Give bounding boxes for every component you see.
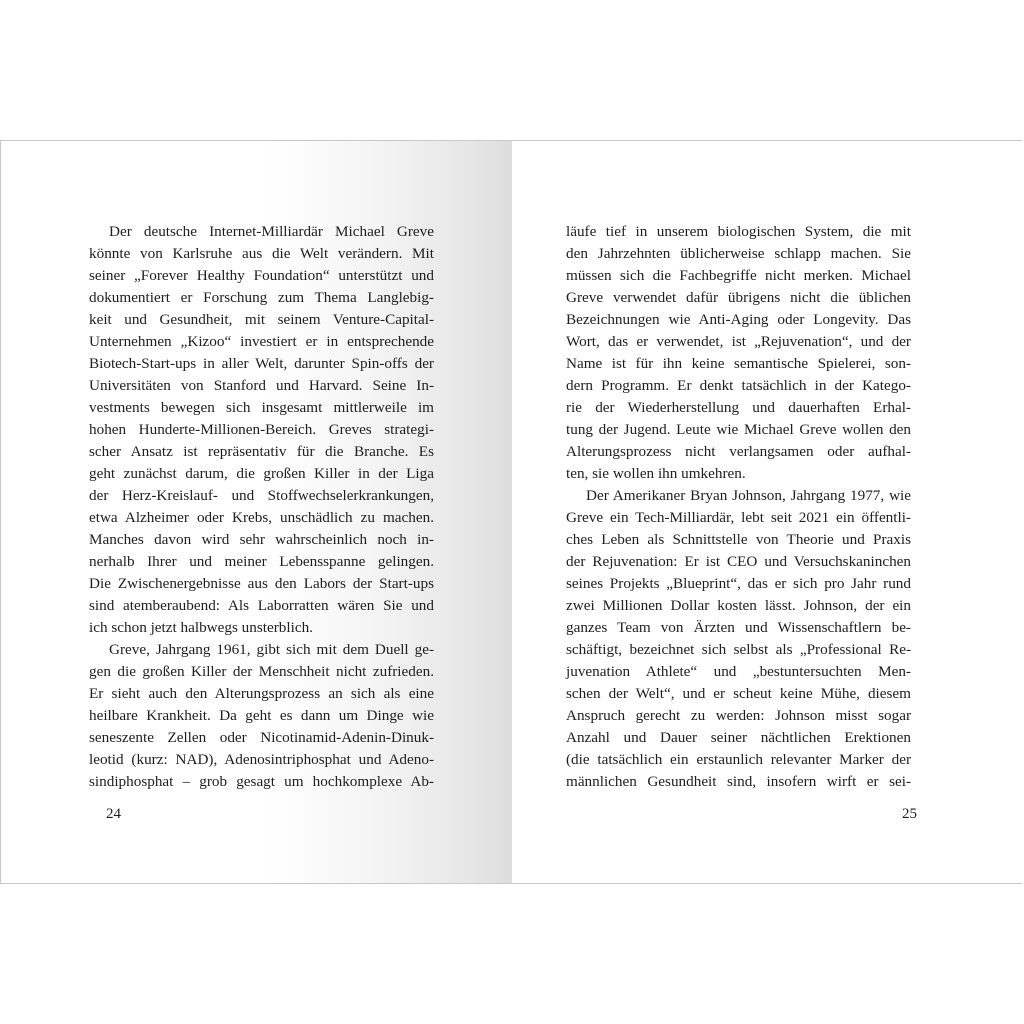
- text-line: der Rejuvenation: Er ist CEO und Versuchskaninchen: [566, 553, 911, 570]
- text-line: der Herz-Kreislauf- und Stoffwechselerkrankungen,: [89, 487, 434, 504]
- text-line: (die tatsächlich ein erstaunlich relevanter Marker der: [566, 751, 911, 768]
- text-line: vestments bewegen sich insgesamt mittlerweile im: [89, 399, 434, 416]
- text-line: Der Amerikaner Bryan Johnson, Jahrgang 1977, wie: [586, 487, 911, 504]
- text-line: den Jahrzehnten üblicherweise schlapp machen. Sie: [566, 245, 911, 262]
- text-line: Die Zwischenergebnisse aus den Labors der Start-ups: [89, 575, 434, 592]
- text-line: ganzes Team von Ärzten und Wissenschaftlern be-: [566, 619, 911, 636]
- text-line: Der deutsche Internet-Milliardär Michael Greve: [109, 223, 434, 240]
- left-page-number: 24: [106, 806, 121, 822]
- text-line: scher Ansatz ist repräsentativ für die Branche. Es: [89, 443, 434, 460]
- text-line: sindiphosphat – grob gesagt um hochkomplexe Ab-: [89, 773, 434, 790]
- text-line: dokumentiert er Forschung zum Thema Langlebig-: [89, 289, 434, 306]
- text-line: seines Projekts „Blueprint“, das er sich pro Jahr rund: [566, 575, 911, 592]
- left-page-text: [89, 221, 434, 793]
- text-line: hohen Hunderte-Millionen-Bereich. Greves strategi-: [89, 421, 434, 438]
- text-line: leotid (kurz: NAD), Adenosintriphosphat und Adeno-: [89, 751, 434, 768]
- right-page-number: 25: [902, 806, 917, 822]
- text-line: geht zunächst darum, die großen Killer in der Liga: [89, 465, 434, 482]
- text-line: männlichen Gesundheit sind, insofern wirft er sei-: [566, 773, 911, 790]
- text-line: gen die großen Killer der Menschheit nicht zufrieden.: [89, 663, 434, 680]
- text-line: dern Programm. Er denkt tatsächlich in der Katego-: [566, 377, 911, 394]
- text-line: Greve, Jahrgang 1961, gibt sich mit dem Duell ge-: [109, 641, 434, 658]
- text-line: zwei Millionen Dollar kosten lässt. Johnson, der ein: [566, 597, 911, 614]
- text-line: ches Leben als Schnittstelle von Theorie und Praxis: [566, 531, 911, 548]
- text-line: schen der Welt“, und er scheut keine Mühe, diesem: [566, 685, 911, 702]
- text-line: keit und Gesundheit, mit seinem Venture-Capital-: [89, 311, 434, 328]
- left-page: [1, 141, 512, 883]
- text-line: müssen sich die Fachbegriffe nicht merken. Michael: [566, 267, 911, 284]
- text-line: ich schon jetzt halbwegs unsterblich.: [89, 619, 313, 636]
- text-line: Biotech-Start-ups in aller Welt, darunter Spin-offs der: [89, 355, 434, 372]
- text-line: etwa Alzheimer oder Krebs, unschädlich zu machen.: [89, 509, 434, 526]
- text-line: Wort, das er verwendet, ist „Rejuvenation“, und der: [566, 333, 911, 350]
- text-line: läufe tief in unserem biologischen System, die mit: [566, 223, 911, 240]
- text-line: Greve verwendet dafür übrigens nicht die üblichen: [566, 289, 911, 306]
- text-line: ten, sie wollen ihn umkehren.: [566, 465, 746, 482]
- text-line: nerhalb Ihrer und meiner Lebensspanne gelingen.: [89, 553, 434, 570]
- text-line: Anspruch gerecht zu werden: Johnson misst sogar: [566, 707, 911, 724]
- right-page-text: [566, 221, 911, 793]
- text-line: rie der Wiederherstellung und dauerhaften Erhal-: [566, 399, 911, 416]
- text-line: seneszente Zellen oder Nicotinamid-Adenin-Dinuk-: [89, 729, 434, 746]
- text-line: juvenation Athlete“ und „bestuntersuchten Men-: [566, 663, 911, 680]
- text-line: schäftigt, bezeichnet sich selbst als „Professional Re-: [566, 641, 911, 658]
- text-line: Unternehmen „Kizoo“ investiert er in entsprechende: [89, 333, 434, 350]
- text-line: Er sieht auch den Alterungsprozess an sich als eine: [89, 685, 434, 702]
- text-line: Greve ein Tech-Milliardär, lebt seit 2021 ein öffentli-: [566, 509, 911, 526]
- text-line: sind atemberaubend: Als Laborratten wären Sie und: [89, 597, 434, 614]
- text-line: Universitäten von Stanford und Harvard. Seine In-: [89, 377, 434, 394]
- text-line: Manches davon wird sehr wahrscheinlich noch in-: [89, 531, 434, 548]
- text-line: seiner „Forever Healthy Foundation“ unterstützt und: [89, 267, 434, 284]
- right-page: [512, 141, 1023, 883]
- text-line: Name ist für ihn keine semantische Spielerei, son-: [566, 355, 911, 372]
- text-line: Bezeichnungen wie Anti-Aging oder Longevity. Das: [566, 311, 911, 328]
- text-line: könnte von Karlsruhe aus die Welt verändern. Mit: [89, 245, 434, 262]
- text-line: Alterungsprozess nicht verlangsamen oder aufhal-: [566, 443, 911, 460]
- book-spread: [0, 140, 1022, 884]
- text-line: tung der Jugend. Leute wie Michael Greve wollen den: [566, 421, 911, 438]
- text-line: Anzahl und Dauer seiner nächtlichen Erektionen: [566, 729, 911, 746]
- text-line: heilbare Krankheit. Da geht es dann um Dinge wie: [89, 707, 434, 724]
